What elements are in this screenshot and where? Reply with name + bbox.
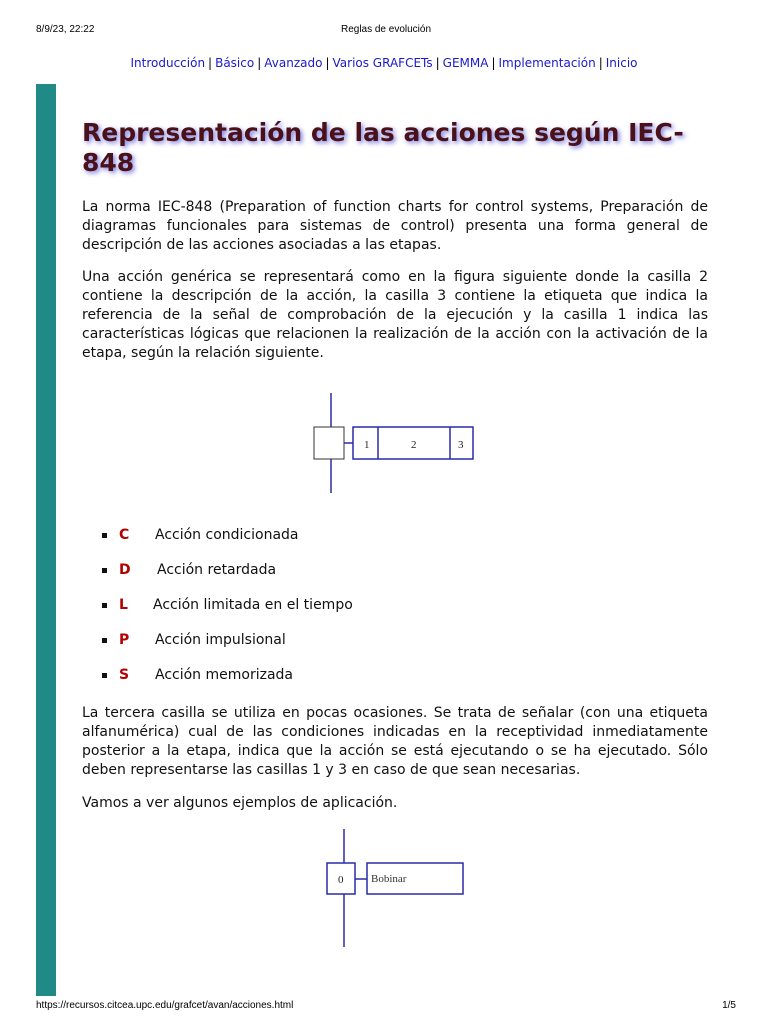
- box-label-3: 3: [458, 439, 464, 451]
- nav-separator: |: [208, 56, 213, 70]
- nav-separator: |: [435, 56, 440, 70]
- action-letter: L: [119, 597, 128, 613]
- print-datetime: 8/9/23, 22:22: [36, 24, 95, 35]
- list-item: [82, 665, 708, 700]
- step-box: [314, 427, 344, 459]
- action-types-list: [82, 525, 708, 700]
- paragraph-generic-action: Una acción genérica se representará como en la figura siguiente donde la casilla 2 contiene la descripción de la acción, la casilla 3 contiene la etiqueta que indica la referencia de la señal de comprobación de la ejecución y la casilla 1 indica las características lógicas que relacionen la realización de la acción con la activación de la etapa, según la relación siguiente.: [82, 269, 708, 361]
- nav-link-avanzado[interactable]: Avanzado: [264, 56, 323, 70]
- list-item: [82, 560, 708, 595]
- action-letter: C: [119, 527, 130, 543]
- action-structure-diagram: [82, 393, 708, 503]
- action-letter: P: [119, 632, 130, 648]
- list-item: [82, 525, 708, 560]
- top-navigation: [0, 56, 768, 70]
- nav-link-introduccion[interactable]: Introducción: [130, 56, 206, 70]
- print-title: Reglas de evolución: [340, 24, 432, 35]
- paragraph-examples: Vamos a ver algunos ejemplos de aplicación.: [82, 795, 398, 811]
- nav-separator: |: [325, 56, 330, 70]
- nav-link-gemma[interactable]: GEMMA: [442, 56, 489, 70]
- page-number: 1/5: [722, 1000, 736, 1011]
- action-description: Acción memorizada: [155, 667, 293, 683]
- bullet-icon: [102, 603, 107, 608]
- action-description: Acción condicionada: [155, 527, 299, 543]
- page-title: Representación de las acciones según IEC-848: [82, 118, 684, 177]
- list-item: [82, 595, 708, 630]
- nav-separator: |: [491, 56, 496, 70]
- action-letter: S: [119, 667, 130, 683]
- nav-separator: |: [257, 56, 262, 70]
- bullet-icon: [102, 638, 107, 643]
- action-letter: D: [119, 562, 131, 578]
- action-description: Acción retardada: [157, 562, 277, 578]
- side-color-bar: [36, 84, 56, 996]
- bullet-icon: [102, 568, 107, 573]
- action-label: Bobinar: [371, 873, 407, 885]
- main-content: [82, 118, 708, 949]
- nav-separator: |: [598, 56, 603, 70]
- nav-link-basico[interactable]: Básico: [215, 56, 255, 70]
- step-number: 0: [338, 874, 344, 886]
- bullet-icon: [102, 673, 107, 678]
- box-label-1: 1: [364, 439, 370, 451]
- nav-link-implementacion[interactable]: Implementación: [498, 56, 596, 70]
- paragraph-third-box: La tercera casilla se utiliza en pocas ocasiones. Se trata de señalar (con una etiqueta alfanumérica) cual de las condiciones indicadas en la receptividad inmediatamente posterior a la etapa, indica que la acción se está ejecutando o se ha ejecutado. Sólo deben representarse las casillas 1 y 3 en caso de que sean necesarias.: [82, 705, 708, 778]
- nav-link-varios-grafcets[interactable]: Varios GRAFCETs: [332, 56, 433, 70]
- nav-link-inicio[interactable]: Inicio: [605, 56, 638, 70]
- print-url: https://recursos.citcea.upc.edu/grafcet/avan/acciones.html: [36, 1000, 294, 1011]
- action-description: Acción impulsional: [155, 632, 286, 648]
- example-diagram-bobinar: [82, 829, 708, 949]
- paragraph-intro: La norma IEC-848 (Preparation of function charts for control systems, Preparación de diagramas funcionales para sistemas de control) presenta una forma general de descripción de las acciones asociadas a las etapas.: [82, 199, 708, 253]
- action-description: Acción limitada en el tiempo: [153, 597, 353, 613]
- box-label-2: 2: [411, 439, 417, 451]
- bullet-icon: [102, 533, 107, 538]
- list-item: [82, 630, 708, 665]
